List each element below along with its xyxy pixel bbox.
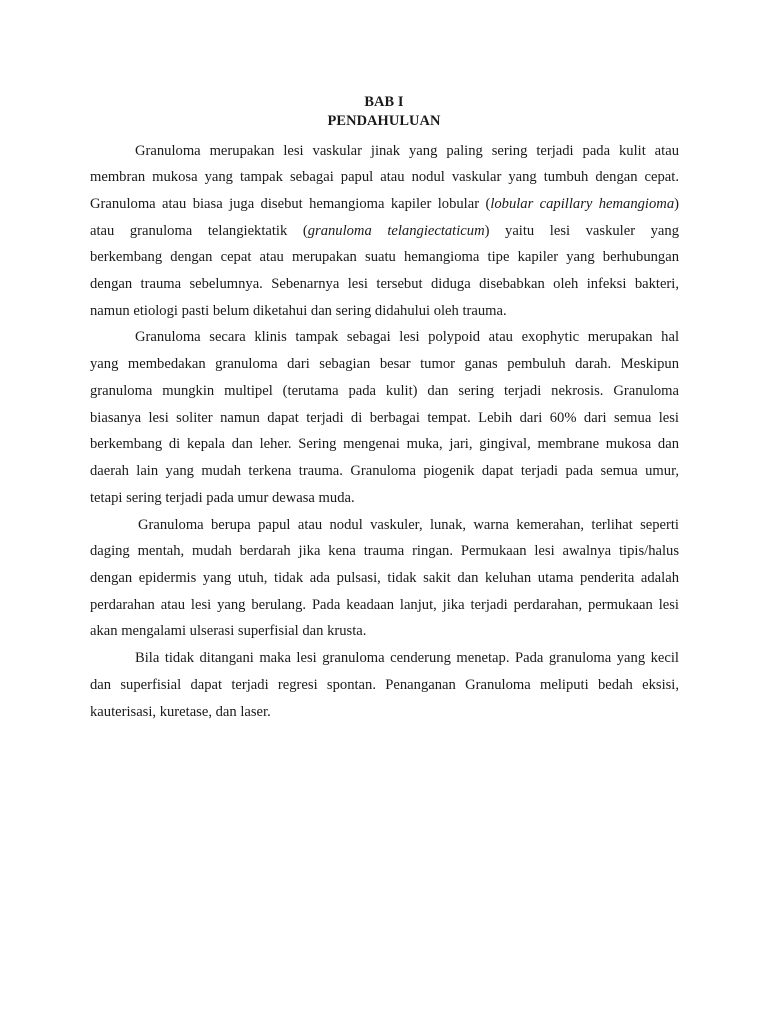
paragraph-line: [90, 248, 679, 266]
paragraph-line: [90, 222, 679, 240]
text-run: akan mengalami ulserasi superfisial dan krusta.: [90, 623, 367, 639]
text-run: ) yaitu lesi vaskuler yang: [484, 223, 679, 239]
paragraph-line: [135, 142, 679, 160]
paragraph-line: [90, 489, 679, 507]
text-run: membran mukosa yang tampak sebagai papul atau nodul vaskular yang tumbuh dengan cepat.: [90, 169, 679, 185]
text-run: daging mentah, mudah berdarah jika kena trauma ringan. Permukaan lesi awalnya tipis/halus: [90, 543, 679, 559]
text-run: atau granuloma telangiektatik (: [90, 223, 308, 239]
text-run: granuloma mungkin multipel (terutama pada kulit) dan sering terjadi nekrosis. Granuloma: [90, 383, 679, 399]
paragraph-line: [90, 195, 679, 213]
paragraph-line: [90, 569, 679, 587]
paragraph-line: [90, 542, 679, 560]
text-run: kauterisasi, kuretase, dan laser.: [90, 704, 271, 720]
text-run: namun etiologi pasti belum diketahui dan sering didahului oleh trauma.: [90, 303, 507, 319]
text-run: Granuloma merupakan lesi vaskular jinak yang paling sering terjadi pada kulit atau: [135, 143, 679, 159]
text-run: Bila tidak ditangani maka lesi granuloma cenderung menetap. Pada granuloma yang kecil: [135, 650, 679, 666]
paragraph-line: [90, 435, 679, 453]
chapter-number: BAB I: [364, 94, 404, 110]
italic-term: granuloma telangiectaticum: [307, 223, 485, 239]
paragraph-line: [135, 328, 679, 346]
paragraph-line: [90, 302, 679, 320]
text-run: perdarahan atau lesi yang berulang. Pada keadaan lanjut, jika terjadi perdarahan, permukaan lesi: [90, 597, 679, 613]
text-run: berkembang di kepala dan leher. Sering mengenai muka, jari, gingival, membrane mukosa dan: [90, 436, 679, 452]
text-run: yang membedakan granuloma dari sebagian besar tumor ganas pembuluh darah. Meskipun: [90, 356, 679, 372]
text-run: dengan trauma sebelumnya. Sebenarnya lesi tersebut diduga disebabkan oleh infeksi bakteri,: [90, 276, 679, 292]
paragraph-line: [90, 168, 679, 186]
text-run: ): [674, 196, 679, 212]
text-run: dengan epidermis yang utuh, tidak ada pulsasi, tidak sakit dan keluhan utama penderita adalah: [90, 570, 679, 586]
text-run: Granuloma secara klinis tampak sebagai lesi polypoid atau exophytic merupakan hal: [135, 329, 679, 345]
text-run: biasanya lesi soliter namun dapat terjadi di berbagai tempat. Lebih dari 60% dari semua lesi: [90, 410, 679, 426]
chapter-title: PENDAHULUAN: [327, 113, 441, 129]
text-run: Granuloma atau biasa juga disebut hemangioma kapiler lobular (: [90, 196, 491, 212]
paragraph-line: [90, 275, 679, 293]
text-run: berkembang dengan cepat atau merupakan suatu hemangioma tipe kapiler yang berhubungan: [90, 249, 679, 265]
paragraph-line: [90, 703, 679, 721]
text-run: dan superfisial dapat terjadi regresi spontan. Penanganan Granuloma meliputi bedah eksisi,: [90, 677, 679, 693]
paragraph-line: [90, 462, 679, 480]
paragraph-line: [135, 649, 679, 667]
italic-term: lobular capillary hemangioma: [490, 196, 675, 212]
paragraph-line: [90, 355, 679, 373]
text-run: daerah lain yang mudah terkena trauma. Granuloma piogenik dapat terjadi pada semua umur,: [90, 463, 679, 479]
paragraph-line: [90, 596, 679, 614]
paragraph-line: [90, 409, 679, 427]
paragraph-line: [90, 622, 679, 640]
paragraph-line: [138, 516, 679, 534]
text-run: tetapi sering terjadi pada umur dewasa muda.: [90, 490, 355, 506]
text-run: Granuloma berupa papul atau nodul vaskuler, lunak, warna kemerahan, terlihat seperti: [138, 517, 679, 533]
paragraph-line: [90, 382, 679, 400]
paragraph-line: [90, 676, 679, 694]
